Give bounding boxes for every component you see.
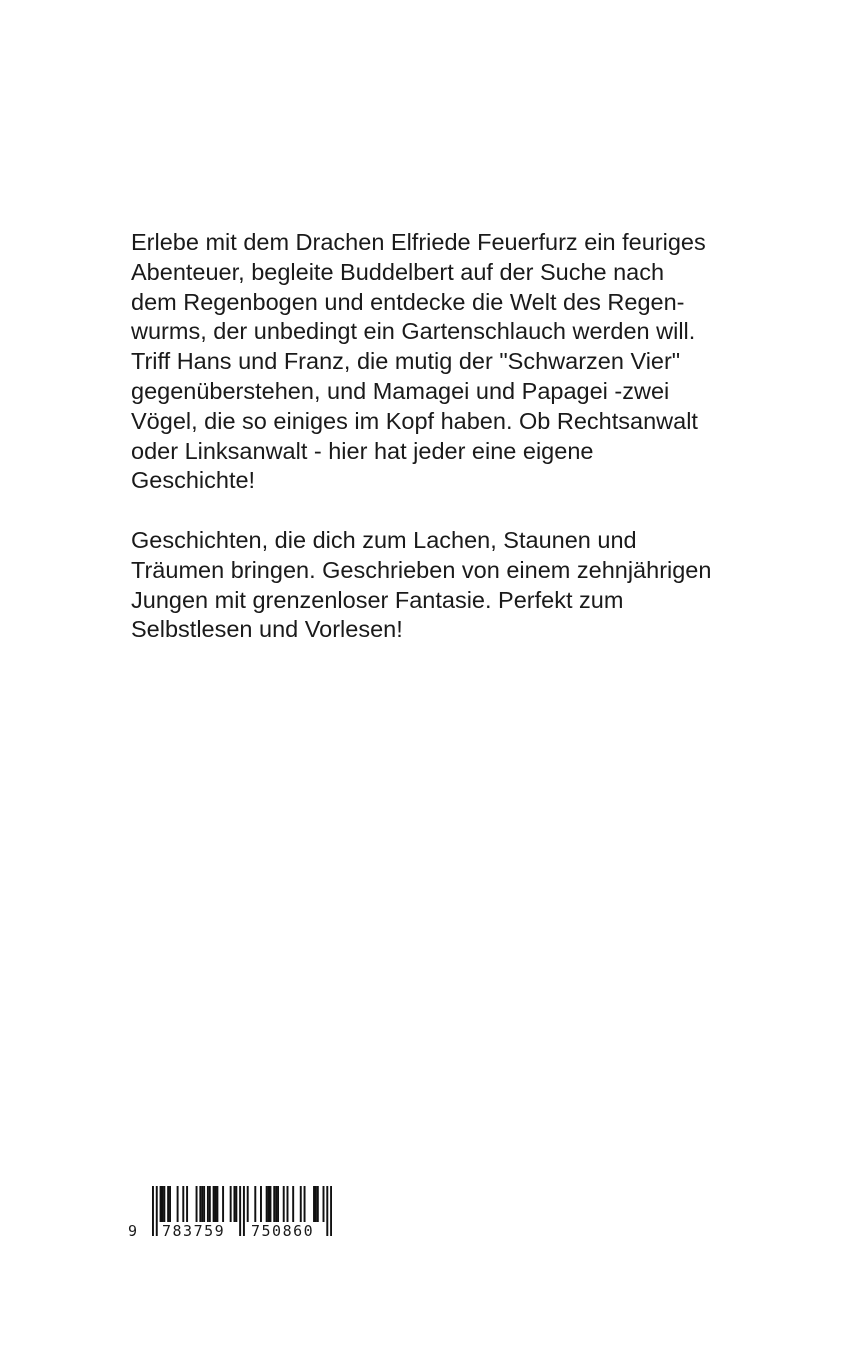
barcode-bar	[235, 1186, 237, 1222]
blurb-line: oder Linksanwalt - hier hat jeder eine eigene	[131, 437, 594, 464]
barcode-guard-bar	[326, 1186, 328, 1236]
barcode-bar	[182, 1186, 184, 1222]
blurb-line: Geschichte!	[131, 467, 256, 494]
blurb-line: Abenteuer, begleite Buddelbert auf der Suche nach	[131, 258, 665, 285]
blurb-line: Träumen bringen. Geschrieben von einem zehnjährigen	[131, 556, 712, 583]
barcode-bar	[201, 1186, 203, 1222]
barcode-right-digits: 750860	[251, 1222, 315, 1240]
barcode-bar	[247, 1186, 249, 1222]
barcode-bar	[215, 1186, 217, 1222]
barcode-guard-bar	[156, 1186, 158, 1236]
barcode-bar	[216, 1186, 218, 1222]
barcode-bar	[266, 1186, 268, 1222]
barcode-bar	[304, 1186, 306, 1222]
barcode-bar	[167, 1186, 169, 1222]
barcode-bar	[317, 1186, 319, 1222]
barcode-bar	[199, 1186, 201, 1222]
blurb-line: Geschichten, die dich zum Lachen, Staunen und	[131, 527, 637, 553]
blurb-line: gegenüberstehen, und Mamagei und Papagei -zwei	[131, 377, 670, 404]
barcode-bar	[160, 1186, 162, 1222]
barcode-bar	[213, 1186, 215, 1222]
blurb-line: Erlebe mit dem Drachen Elfriede Feuerfurz ein feuriges	[131, 229, 706, 255]
barcode-bar	[287, 1186, 289, 1222]
barcode-bar	[292, 1186, 294, 1222]
barcode-bar	[313, 1186, 315, 1222]
barcode-bar	[315, 1186, 317, 1222]
barcode-bar	[300, 1186, 302, 1222]
isbn-barcode	[128, 1186, 338, 1246]
barcode-bar	[196, 1186, 198, 1222]
blurb-line: Vögel, die so einiges im Kopf haben. Ob Rechtsanwalt	[131, 407, 698, 434]
barcode-bar	[260, 1186, 262, 1222]
barcode-guard-bar	[330, 1186, 332, 1236]
blurb-paragraph-1	[131, 228, 731, 496]
barcode-guard-bar	[152, 1186, 154, 1236]
blurb-paragraph-2	[131, 526, 731, 645]
barcode-bar	[268, 1186, 270, 1222]
barcode-bar	[207, 1186, 209, 1222]
barcode-bar	[230, 1186, 232, 1222]
barcode-bar	[233, 1186, 235, 1222]
barcode-guard-bar	[239, 1186, 241, 1236]
barcode-left-digits: 783759	[162, 1222, 226, 1240]
barcode-guard-bar	[243, 1186, 245, 1236]
blurb-line: wurms, der unbedingt ein Gartenschlauch werden will.	[131, 318, 696, 345]
barcode-bar	[203, 1186, 205, 1222]
blurb-line: Triff Hans und Franz, die mutig der "Schwarzen Vier"	[131, 348, 681, 375]
barcode-bar	[273, 1186, 275, 1222]
barcode-bar	[275, 1186, 277, 1222]
barcode-bar	[169, 1186, 171, 1222]
barcode-bar	[163, 1186, 165, 1222]
barcode-bar	[222, 1186, 224, 1222]
blurb-line: Jungen mit grenzenloser Fantasie. Perfekt zum	[131, 586, 624, 613]
barcode-lead-digit: 9	[128, 1222, 139, 1240]
barcode-bar	[277, 1186, 279, 1222]
barcode-bar	[283, 1186, 285, 1222]
barcode-bar	[177, 1186, 179, 1222]
barcode-bar	[269, 1186, 271, 1222]
barcode-bar	[209, 1186, 211, 1222]
barcode-bar	[323, 1186, 325, 1222]
barcode-bar	[186, 1186, 188, 1222]
barcode-bar	[161, 1186, 163, 1222]
blurb-line: dem Regenbogen und entdecke die Welt des Regen-	[131, 288, 685, 315]
barcode-bar	[254, 1186, 256, 1222]
blurb-line: Selbstlesen und Vorlesen!	[131, 616, 403, 643]
